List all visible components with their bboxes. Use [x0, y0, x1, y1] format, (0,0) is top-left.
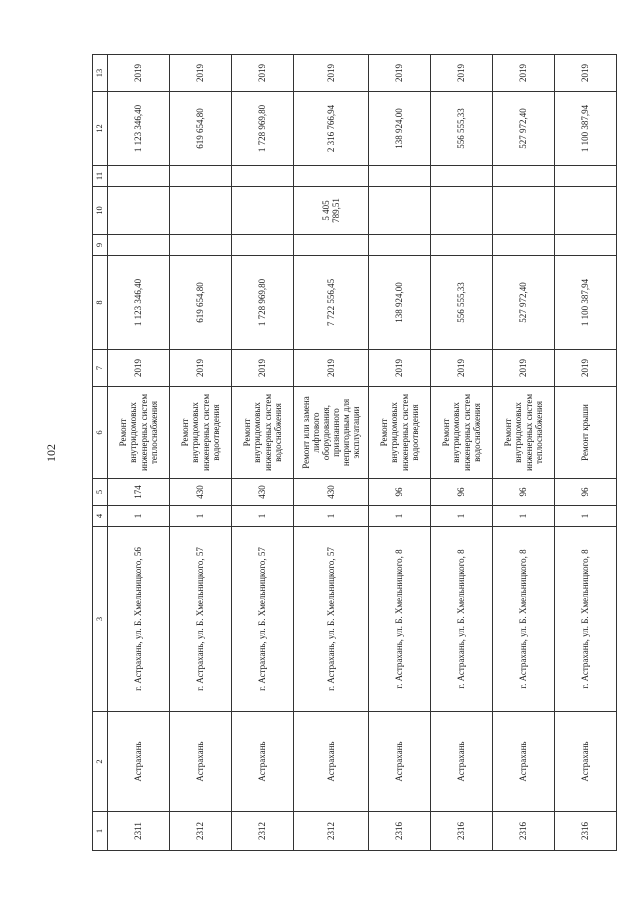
- address-cell: г. Астрахань, ул. Б. Хмельницкого, 57: [169, 526, 231, 711]
- city-cell: Астрахань: [231, 711, 293, 811]
- final-year-cell: 2019: [430, 54, 492, 91]
- col5-cell: 430: [169, 478, 231, 505]
- col10-cell: [492, 186, 554, 234]
- work-type-cell: Ремонт внутридомовых инженерных систем водоснабжения: [430, 386, 492, 478]
- col11-cell: [368, 165, 430, 186]
- col10-cell: [554, 186, 616, 234]
- work-type-cell: Ремонт внутридомовых инженерных систем водоотведения: [169, 386, 231, 478]
- total-cost-cell: 1 123 346,40: [107, 255, 169, 349]
- col10-cell: [107, 186, 169, 234]
- registry-table: [92, 54, 617, 851]
- city-cell: Астрахань: [492, 711, 554, 811]
- final-year-cell: 2019: [492, 54, 554, 91]
- col9-cell: [492, 234, 554, 255]
- total-cost-cell: 527 972,40: [492, 255, 554, 349]
- col10-cell: [169, 186, 231, 234]
- col5-cell: 430: [231, 478, 293, 505]
- column-number-cell: 10: [92, 186, 107, 234]
- row-id-cell: 2316: [368, 811, 430, 850]
- col11-cell: [169, 165, 231, 186]
- column-number-cell: 9: [92, 234, 107, 255]
- col10-cell: 5 405 789,51: [293, 186, 368, 234]
- final-year-cell: 2019: [293, 54, 368, 91]
- col5-cell: 96: [492, 478, 554, 505]
- col4-cell: 1: [293, 505, 368, 526]
- column-number-row: [92, 54, 107, 850]
- amount-cell: 138 924,00: [368, 91, 430, 165]
- row-id-cell: 2312: [293, 811, 368, 850]
- year-cell: 2019: [430, 349, 492, 386]
- row-id-cell: 2311: [107, 811, 169, 850]
- col11-cell: [231, 165, 293, 186]
- amount-cell: 1 123 346,40: [107, 91, 169, 165]
- col4-cell: 1: [554, 505, 616, 526]
- amount-cell: 2 316 766,94: [293, 91, 368, 165]
- table-row: [169, 54, 231, 850]
- table-row: [492, 54, 554, 850]
- row-id-cell: 2312: [169, 811, 231, 850]
- table-row: [231, 54, 293, 850]
- year-cell: 2019: [107, 349, 169, 386]
- row-id-cell: 2312: [231, 811, 293, 850]
- year-cell: 2019: [169, 349, 231, 386]
- table-row: [368, 54, 430, 850]
- address-cell: г. Астрахань, ул. Б. Хмельницкого, 8: [368, 526, 430, 711]
- col4-cell: 1: [368, 505, 430, 526]
- amount-cell: 556 555,33: [430, 91, 492, 165]
- total-cost-cell: 619 654,80: [169, 255, 231, 349]
- col4-cell: 1: [169, 505, 231, 526]
- city-cell: Астрахань: [107, 711, 169, 811]
- row-id-cell: 2316: [492, 811, 554, 850]
- address-cell: г. Астрахань, ул. Б. Хмельницкого, 8: [492, 526, 554, 711]
- col10-cell: [231, 186, 293, 234]
- column-number-cell: 12: [92, 91, 107, 165]
- column-number-cell: 7: [92, 349, 107, 386]
- address-cell: г. Астрахань, ул. Б. Хмельницкого, 57: [293, 526, 368, 711]
- table-row: [293, 54, 368, 850]
- col4-cell: 1: [231, 505, 293, 526]
- table-body: [92, 54, 616, 850]
- column-number-cell: 2: [92, 711, 107, 811]
- col5-cell: 96: [430, 478, 492, 505]
- col5-cell: 96: [368, 478, 430, 505]
- year-cell: 2019: [293, 349, 368, 386]
- column-number-cell: 3: [92, 526, 107, 711]
- final-year-cell: 2019: [107, 54, 169, 91]
- year-cell: 2019: [231, 349, 293, 386]
- table-row: [107, 54, 169, 850]
- work-type-cell: Ремонт внутридомовых инженерных систем теплоснабжения: [492, 386, 554, 478]
- final-year-cell: 2019: [368, 54, 430, 91]
- col9-cell: [169, 234, 231, 255]
- city-cell: Астрахань: [293, 711, 368, 811]
- final-year-cell: 2019: [231, 54, 293, 91]
- final-year-cell: 2019: [169, 54, 231, 91]
- city-cell: Астрахань: [169, 711, 231, 811]
- col11-cell: [293, 165, 368, 186]
- amount-cell: 619 654,80: [169, 91, 231, 165]
- address-cell: г. Астрахань, ул. Б. Хмельницкого, 8: [430, 526, 492, 711]
- city-cell: Астрахань: [368, 711, 430, 811]
- work-type-cell: Ремонт внутридомовых инженерных систем водоотведения: [368, 386, 430, 478]
- total-cost-cell: 7 722 556,45: [293, 255, 368, 349]
- table-row: [430, 54, 492, 850]
- address-cell: г. Астрахань, ул. Б. Хмельницкого, 8: [554, 526, 616, 711]
- work-type-cell: Ремонт внутридомовых инженерных систем водоснабжения: [231, 386, 293, 478]
- col4-cell: 1: [107, 505, 169, 526]
- column-number-cell: 6: [92, 386, 107, 478]
- year-cell: 2019: [554, 349, 616, 386]
- page-number: [36, 438, 66, 468]
- column-number-cell: 13: [92, 54, 107, 91]
- table-row: [554, 54, 616, 850]
- total-cost-cell: 138 924,00: [368, 255, 430, 349]
- row-id-cell: 2316: [430, 811, 492, 850]
- column-number-cell: 8: [92, 255, 107, 349]
- year-cell: 2019: [492, 349, 554, 386]
- amount-cell: 527 972,40: [492, 91, 554, 165]
- rotated-table-container: [92, 55, 588, 851]
- col11-cell: [430, 165, 492, 186]
- work-type-cell: Ремонт крыши: [554, 386, 616, 478]
- col9-cell: [430, 234, 492, 255]
- city-cell: Астрахань: [430, 711, 492, 811]
- col11-cell: [554, 165, 616, 186]
- work-type-cell: Ремонт или замена лифтового оборудования, признанного непригодным для эксплуатации: [293, 386, 368, 478]
- col10-cell: [368, 186, 430, 234]
- amount-cell: 1 100 387,94: [554, 91, 616, 165]
- col4-cell: 1: [430, 505, 492, 526]
- col10-cell: [430, 186, 492, 234]
- col9-cell: [231, 234, 293, 255]
- work-type-cell: Ремонт внутридомовых инженерных систем теплоснабжения: [107, 386, 169, 478]
- column-number-cell: 4: [92, 505, 107, 526]
- col4-cell: 1: [492, 505, 554, 526]
- col5-cell: 96: [554, 478, 616, 505]
- col9-cell: [368, 234, 430, 255]
- row-id-cell: 2316: [554, 811, 616, 850]
- amount-cell: 1 728 969,80: [231, 91, 293, 165]
- address-cell: г. Астрахань, ул. Б. Хмельницкого, 56: [107, 526, 169, 711]
- column-number-cell: 5: [92, 478, 107, 505]
- col11-cell: [492, 165, 554, 186]
- final-year-cell: 2019: [554, 54, 616, 91]
- column-number-cell: 1: [92, 811, 107, 850]
- page-number-text: 102: [43, 444, 58, 462]
- column-number-cell: 11: [92, 165, 107, 186]
- total-cost-cell: 556 555,33: [430, 255, 492, 349]
- city-cell: Астрахань: [554, 711, 616, 811]
- col5-cell: 174: [107, 478, 169, 505]
- address-cell: г. Астрахань, ул. Б. Хмельницкого, 57: [231, 526, 293, 711]
- col11-cell: [107, 165, 169, 186]
- year-cell: 2019: [368, 349, 430, 386]
- total-cost-cell: 1 100 387,94: [554, 255, 616, 349]
- col9-cell: [293, 234, 368, 255]
- total-cost-cell: 1 728 969,80: [231, 255, 293, 349]
- col9-cell: [554, 234, 616, 255]
- col9-cell: [107, 234, 169, 255]
- col5-cell: 430: [293, 478, 368, 505]
